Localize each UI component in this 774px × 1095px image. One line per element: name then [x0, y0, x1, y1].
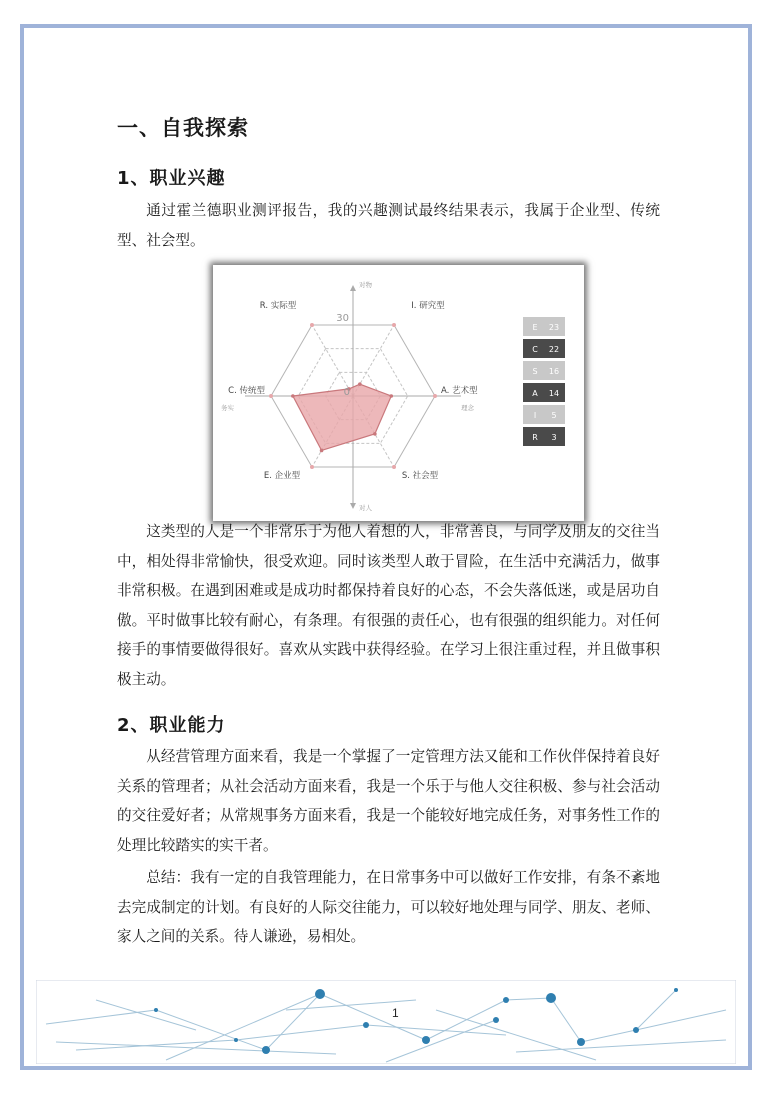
holland-radar-chart [213, 265, 584, 521]
section-1-intro: 通过霍兰德职业测评报告，我的兴趣测试最终结果表示，我属于企业型、传统型、社会型。 [117, 202, 660, 249]
radar-axis-label-E: E. 企业型 [263, 471, 301, 482]
radar-vertex-dot-A [433, 394, 437, 398]
axis-title-right: 理念 [461, 404, 474, 412]
radar-axis-label-S: S. 社会型 [401, 471, 439, 482]
radar-data-point-S [373, 432, 377, 436]
section-2-paragraph-2: 总结：我有一定的自我管理能力，在日常事务中可以做好工作安排，有条不紊地去完成制定的计划。有良好的人际交往能力，可以较好地处理与同学、朋友、老师、家人之间的关系。待人谦逊，易相处。 [117, 869, 660, 945]
section-1-description: 这类型的人是一个非常乐于为他人着想的人，非常善良，与同学及朋友的交往当中，相处得非常愉快，很受欢迎。同时该类型人敢于冒险，在生活中充满活力，做事非常积极。在遇到困难或是成功时都保持着良好的心态，不会失落低迷，或是居功自傲。平时做事比较有耐心，有条理。有很强的责任心，也有很强的组织能力。对任何接手的事情要做得很好。喜欢从实践中获得经验。在学习上很注重过程，并且做事积极主动。 [117, 523, 660, 688]
radar-tick-label-min: 0 [343, 387, 350, 398]
legend-value-A: 14 [548, 389, 560, 398]
radar-vertex-dot-E [310, 465, 314, 469]
radar-vertex-dot-S [392, 465, 396, 469]
legend-value-S: 16 [548, 367, 560, 376]
radar-vertex-dot-R [310, 323, 314, 327]
axis-arrow-bottom [350, 503, 356, 509]
radar-axis-label-R: R. 实际型 [259, 300, 297, 311]
radar-data-area [293, 384, 391, 450]
legend-box-I [523, 405, 565, 424]
radar-data-point-A [389, 394, 393, 398]
axis-title-bottom: 对人 [359, 504, 372, 512]
radar-axis-label-I: I. 研究型 [411, 300, 445, 311]
radar-data-point-I [358, 382, 362, 386]
legend-key-C: C [532, 345, 538, 354]
legend-value-E: 23 [548, 323, 560, 332]
axis-title-left: 务实 [221, 404, 234, 412]
legend-value-R: 3 [551, 433, 557, 442]
legend-key-E: E [532, 323, 538, 332]
legend-key-R: R [532, 433, 538, 442]
section-2-title: 2、职业能力 [117, 715, 226, 736]
radar-vertex-dot-C [269, 394, 273, 398]
legend-value-I: 5 [551, 411, 557, 420]
network-footer-decoration [36, 980, 736, 1064]
legend-key-I: I [533, 411, 537, 420]
main-heading: 一、自我探索 [117, 116, 249, 140]
axis-title-top: 对物 [359, 281, 372, 289]
section-1-title: 1、职业兴趣 [117, 168, 226, 189]
axis-arrow-top [350, 285, 356, 291]
radar-chart-svg [213, 265, 584, 521]
page-number: 1 [392, 1006, 399, 1020]
legend-box-R [523, 427, 565, 446]
legend-key-S: S [532, 367, 538, 376]
radar-axis-label-C: C. 传统型 [228, 386, 265, 396]
legend-key-A: A [532, 389, 538, 398]
radar-axis-label-A: A. 艺术型 [441, 386, 478, 396]
radar-spoke [312, 325, 353, 396]
radar-data-point-E [320, 449, 324, 453]
radar-vertex-dot-I [392, 323, 396, 327]
legend-value-C: 22 [548, 345, 560, 354]
section-2-paragraph-1: 从经营管理方面来看，我是一个掌握了一定管理方法又能和工作伙伴保持着良好关系的管理者；从社会活动方面来看，我是一个乐于与他人交往积极、参与社会活动的交往爱好者；从常规事务方面来看，我是一个能较好地完成任务，对事务性工作的处理比较踏实的实干者。 [117, 748, 660, 854]
radar-tick-label-max: 30 [336, 313, 349, 324]
radar-data-point-C [291, 394, 295, 398]
